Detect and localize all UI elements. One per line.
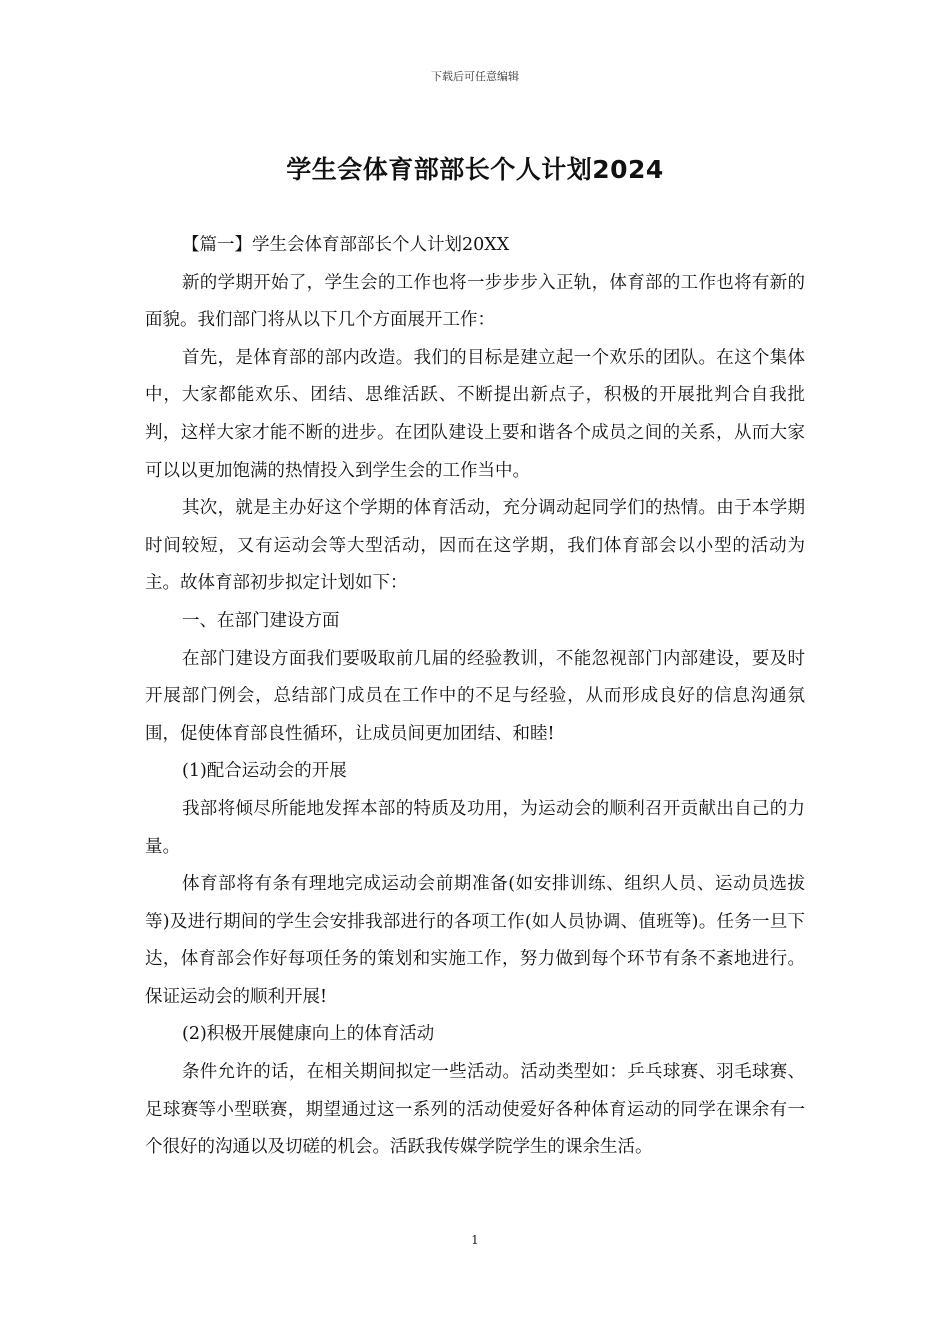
paragraph-intro: 新的学期开始了，学生会的工作也将一步步步入正轨，体育部的工作也将有新的面貌。我们部门将从以下几个方面展开工作： [145, 272, 805, 331]
header-note: 下载后可任意编辑 [431, 70, 519, 83]
paragraph-first: 首先，是体育部的部内改造。我们的目标是建立起一个欢乐的团队。在这个集体中，大家都能欢乐、团结、思维活跃、不断提出新点子，积极的开展批判合自我批判，这样大家才能不断的进步。在团队建设上要和谐各个成员之间的关系，从而大家可以以更加饱满的热情投入到学生会的工作当中。 [145, 347, 805, 481]
paragraph-preparation: 体育部将有条有理地完成运动会前期准备(如安排训练、组织人员、运动员选拔等)及进行期间的学生会安排我部进行的各项工作(如人员协调、值班等)。任务一旦下达，体育部会作好每项任务的策划和实施工作，努力做到每个环节有条不紊地进行。保证运动会的顺利开展! [145, 874, 805, 1007]
paragraph-sports-meet: 我部将倾尽所能地发挥本部的特质及功用，为运动会的顺利召开贡献出自己的力量。 [145, 798, 805, 857]
paragraph-second: 其次，就是主办好这个学期的体育活动，充分调动起同学们的热情。由于本学期时间较短，又有运动会等大型活动，因而在这学期，我们体育部会以小型的活动为主。故体育部初步拟定计划如下： [145, 498, 805, 594]
document-title: 学生会体育部部长个人计划2024 [286, 155, 664, 184]
page-number: 1 [471, 1233, 479, 1247]
section-heading-department: 一、在部门建设方面 [182, 610, 340, 631]
document-body [145, 227, 805, 1167]
paragraph-department: 在部门建设方面我们要吸取前几届的经验教训，不能忽视部门内部建设，要及时开展部门例会，总结部门成员在工作中的不足与经验，从而形成良好的信息沟通氛围，促使体育部良性循环，让成员间更加团结、和睦! [145, 648, 805, 744]
subheading-activities: (2)积极开展健康向上的体育活动 [182, 1024, 435, 1045]
section-heading-part-one: 【篇一】学生会体育部部长个人计划20XX [182, 235, 510, 255]
subheading-sports-meet: (1)配合运动会的开展 [182, 761, 347, 782]
paragraph-activities: 条件允许的话，在相关期间拟定一些活动。活动类型如：乒乓球赛、羽毛球赛、足球赛等小型联赛，期望通过这一系列的活动使爱好各种体育运动的同学在课余有一个很好的沟通以及切磋的机会。活跃我传媒学院学生的课余生活。 [145, 1062, 805, 1158]
